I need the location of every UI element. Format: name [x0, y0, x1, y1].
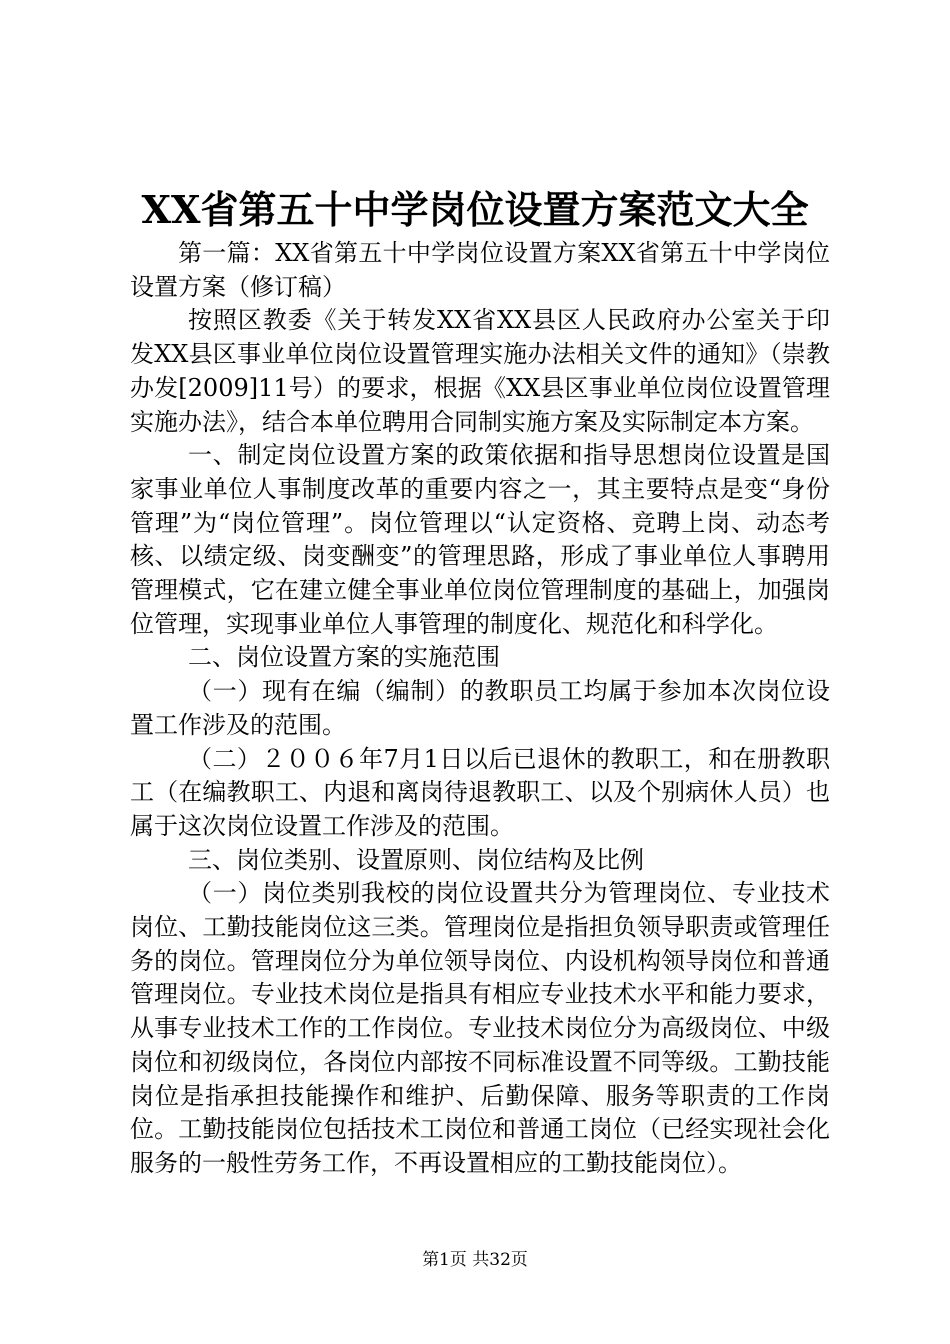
paragraph-section-2-item-1: （一）现有在编（编制）的教职员工均属于参加本次岗位设置工作涉及的范围。: [130, 677, 830, 739]
paragraph-chapter-heading: 第一篇：XX省第五十中学岗位设置方案XX省第五十中学岗位设置方案（修订稿）: [130, 239, 830, 301]
page-number: 第1页 共32页: [422, 1250, 528, 1270]
paragraph-intro: 按照区教委《关于转发XX省XX县区人民政府办公室关于印发XX县区事业单位岗位设置管理实施办法相关文件的通知》（崇教办发[2009]11号）的要求，根据《XX县区事业单位岗位设置管理实施办法》，结合本单位聘用合同制实施方案及实际制定本方案。: [130, 306, 830, 436]
paragraph-section-3-item-1: （一）岗位类别我校的岗位设置共分为管理岗位、专业技术岗位、工勤技能岗位这三类。管理岗位是指担负领导职责或管理任务的岗位。管理岗位分为单位领导岗位、内设机构领导岗位和普通管理岗位。专业技术岗位是指具有相应专业技术水平和能力要求，从事专业技术工作的工作岗位。专业技术岗位分为高级岗位、中级岗位和初级岗位，各岗位内部按不同标准设置不同等级。工勤技能岗位是指承担技能操作和维护、后勤保障、服务等职责的工作岗位。工勤技能岗位包括技术工岗位和普通工岗位（已经实现社会化服务的一般性劳务工作，不再设置相应的工勤技能岗位）。: [130, 879, 830, 1177]
paragraph-section-1: 一、制定岗位设置方案的政策依据和指导思想岗位设置是国家事业单位人事制度改革的重要内容之一，其主要特点是变“身份管理”为“岗位管理”。岗位管理以“认定资格、竞聘上岗、动态考核、以绩定级、岗变酬变”的管理思路，形成了事业单位人事聘用管理模式，它在建立健全事业单位岗位管理制度的基础上，加强岗位管理，实现事业单位人事管理的制度化、规范化和科学化。: [130, 441, 830, 638]
paragraph-section-2-item-2: （二）２００６年7月1日以后已退休的教职工，和在册教职工（在编教职工、内退和离岗待退教职工、以及个别病休人员）也属于这次岗位设置工作涉及的范围。: [130, 744, 830, 840]
paragraph-section-2-heading: 二、岗位设置方案的实施范围: [188, 643, 500, 672]
document-title: XX省第五十中学岗位设置方案范文大全: [141, 187, 809, 232]
document-body: [130, 237, 830, 1181]
paragraph-section-3-heading: 三、岗位类别、设置原则、岗位结构及比例: [188, 845, 644, 874]
